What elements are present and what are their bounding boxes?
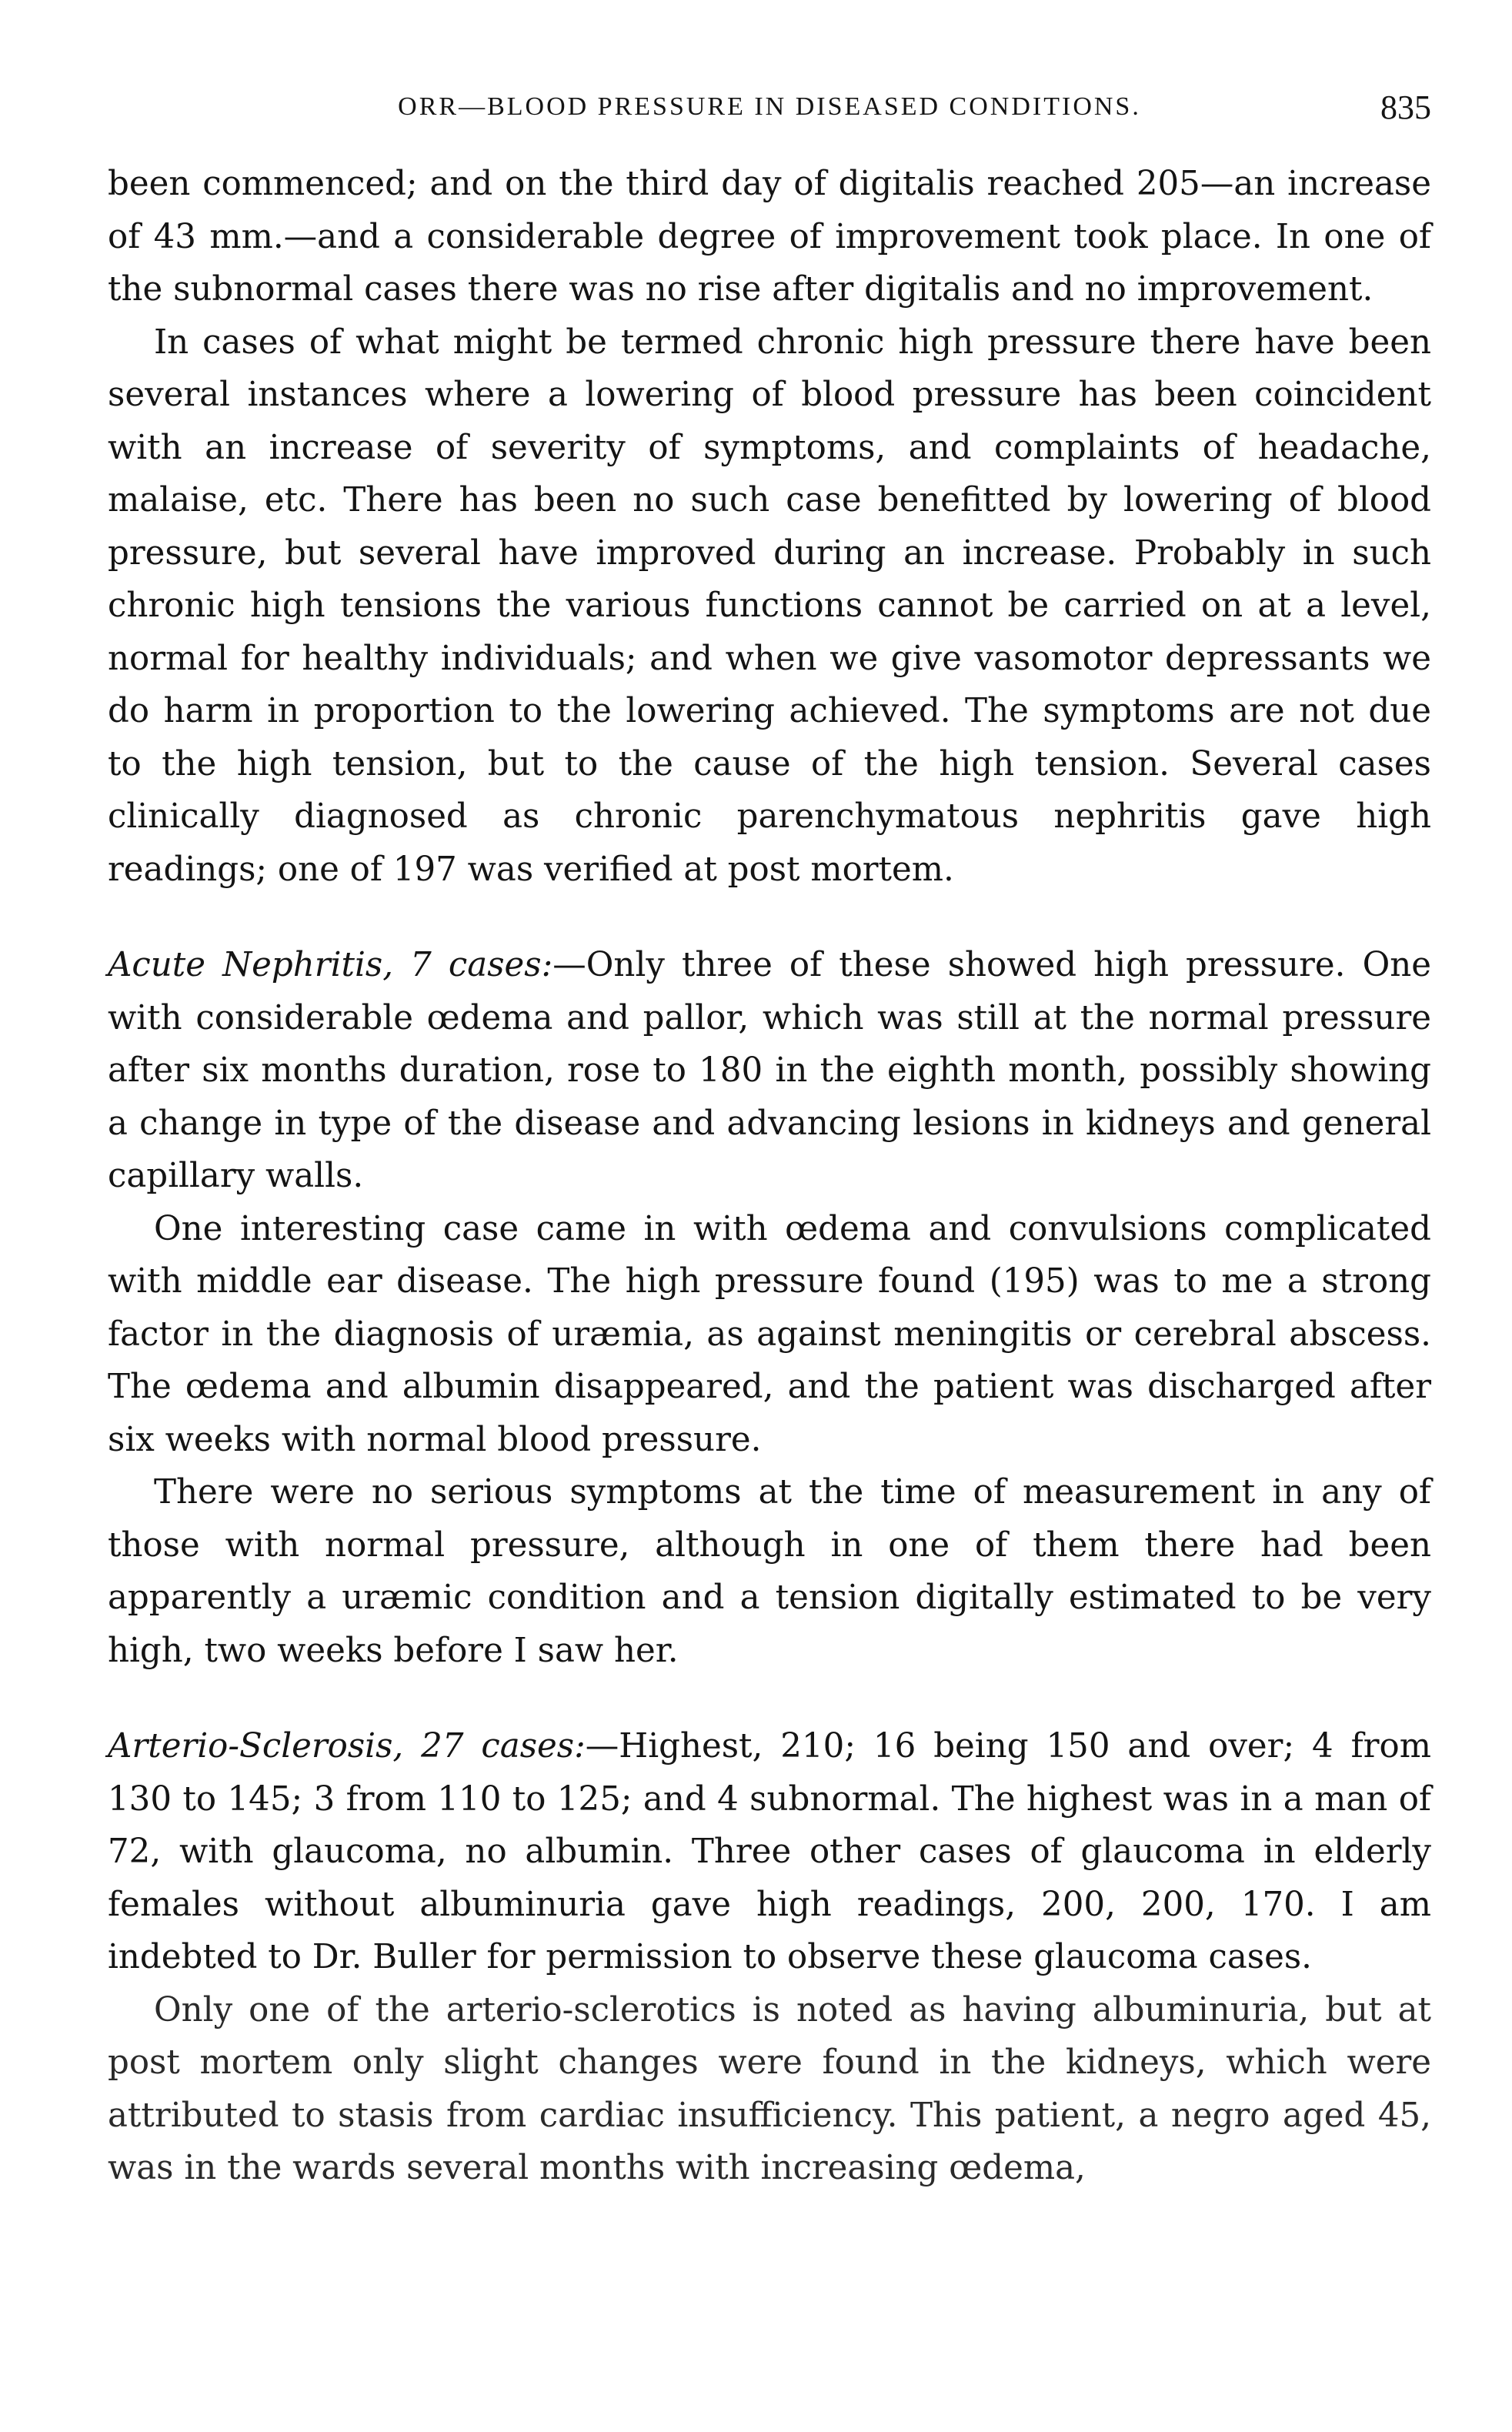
- running-head: ORR—BLOOD PRESSURE IN DISEASED CONDITIONS.: [398, 92, 1141, 121]
- paragraph-1-text: been commenced; and on the third day of digitalis reached 205—an increase of 43 mm.—and a considerable degree of improvement took place. In one of the subnormal cases there was no rise after digitalis and no improvement.: [108, 165, 1431, 309]
- paragraph-5-text: There were no serious symptoms at the time of measurement in any of those with normal pressure, although in one of them there had been apparently a uræmic condition and a tension digitally estimated to be very high, two weeks before I saw her.: [108, 1473, 1431, 1670]
- section-acute-nephritis: [108, 939, 1431, 1203]
- paragraph-1: [108, 158, 1431, 316]
- paragraph-5: [108, 1466, 1431, 1677]
- paragraph-3-text: —Only three of these showed high pressure. One with considerable œdema and pallor, which was still at the normal pressure after six months duration, rose to 180 in the eighth month, possibly showing a change in type of the disease and advancing lesions in kidneys and general capillary walls.: [108, 946, 1431, 1195]
- paragraph-4: [108, 1203, 1431, 1467]
- page-number: 835: [1380, 89, 1431, 126]
- paragraph-2: [108, 316, 1431, 897]
- paragraph-7-text: Only one of the arterio-sclerotics is noted as having albuminuria, but at post mortem only slight changes were found in the kidneys, which were attributed to stasis from cardiac insufficiency. This patient, a negro aged 45, was in the wards several months with increasing œdema,: [108, 1990, 1431, 2187]
- paragraph-4-text: One interesting case came in with œdema and convulsions complicated with middle ear disease. The high pressure found (195) was to me a strong factor in the diagnosis of uræmia, as against meningitis or cerebral abscess. The œdema and albumin disappeared, and the patient was discharged after six weeks with normal blood pressure.: [108, 1209, 1431, 1459]
- paragraph-2-text: In cases of what might be termed chronic high pressure there have been several instances where a lowering of blood pressure has been coincident with an increase of severity of symptoms, and complaints of headache, malaise, etc. There has been no such case benefitted by lowering of blood pressure, but several have improved during an increase. Probably in such chronic high tensions the various functions cannot be carried on at a level, normal for healthy individuals; and when we give vasomotor depressants we do harm in proportion to the lowering achieved. The symptoms are not due to the high tension, but to the cause of the high tension. Several cases clinically diagnosed as chronic parenchymatous nephritis gave high readings; one of 197 was verified at post mortem.: [108, 322, 1431, 889]
- section-heading-arterio-sclerosis: Arterio-Sclerosis, 27 cases:: [108, 1727, 586, 1766]
- section-arterio-sclerosis: [108, 1720, 1431, 1984]
- page-header: [108, 89, 1431, 139]
- section-heading-acute-nephritis: Acute Nephritis, 7 cases:: [108, 946, 553, 984]
- paragraph-7: [108, 1984, 1431, 2195]
- paragraph-6-text: —Highest, 210; 16 being 150 and over; 4 from 130 to 145; 3 from 110 to 125; and 4 subnormal. The highest was in a man of 72, with glaucoma, no albumin. Three other cases of glaucoma in elderly females without albuminuria gave high readings, 200, 200, 170. I am indebted to Dr. Buller for permission to observe these glaucoma cases.: [108, 1727, 1431, 1976]
- body-text: [108, 158, 1431, 2195]
